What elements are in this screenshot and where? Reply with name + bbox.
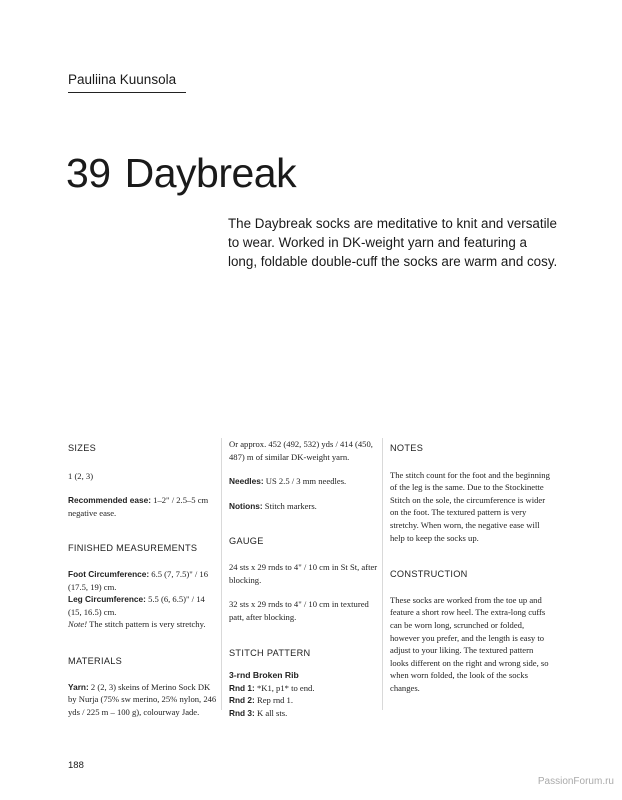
leg-label: Leg Circumference: bbox=[68, 594, 146, 605]
yarn-alternative: Or approx. 452 (492, 532) yds / 414 (450, 487) m of similar DK-weight yarn. bbox=[229, 439, 373, 462]
construction-text: These socks are worked from the toe up and feature a short row heel. The extra-long cuffs can be worn long, scrunched or folded, however you prefer, and the length is easy to adjust to your liking. The textured pattern looks different on the right and wrong side, so when worn folded, the look of the socks changes. bbox=[390, 594, 549, 693]
column-divider-1 bbox=[221, 438, 222, 710]
ease-label: Recommended ease: bbox=[68, 495, 152, 506]
author-underline bbox=[68, 92, 186, 93]
rnd3-label: Rnd 3: bbox=[229, 707, 255, 718]
yarn-text: 2 (2, 3) skeins of Merino Sock DK by Nurja (75% sw merino, 25% nylon, 246 yds / 225 m – 100 g), colourway Jade. bbox=[68, 681, 217, 717]
yarn-info bbox=[68, 681, 218, 719]
author-name: Pauliina Kuunsola bbox=[68, 72, 177, 87]
rnd2-label: Rnd 2: bbox=[229, 695, 255, 706]
notions-text: Stitch markers. bbox=[262, 500, 317, 511]
note-text: The stitch pattern is very stretchy. bbox=[87, 619, 206, 630]
notes-heading: NOTES bbox=[390, 443, 424, 453]
rnd1-label: Rnd 1: bbox=[229, 682, 255, 693]
gauge-stockinette: 24 sts x 29 rnds to 4" / 10 cm in St St, after blocking. bbox=[229, 561, 378, 585]
stitch-pattern-name: 3-rnd Broken Rib bbox=[229, 669, 299, 680]
yarn-label: Yarn: bbox=[68, 681, 89, 692]
gauge-textured: 32 sts x 29 rnds to 4" / 10 cm in textured patt, after blocking. bbox=[229, 599, 369, 622]
notions-info bbox=[229, 500, 379, 513]
stitch-rnd-1 bbox=[229, 682, 379, 695]
rnd3-text: K all sts. bbox=[254, 707, 288, 718]
needles-text: US 2.5 / 3 mm needles. bbox=[263, 476, 347, 487]
intro-paragraph: The Daybreak socks are meditative to knit and versatile to wear. Worked in DK-weight yarn and featuring a long, foldable double-cuff the socks are warm and cosy. bbox=[228, 216, 558, 269]
pattern-title bbox=[66, 150, 296, 197]
stitch-pattern-heading: STITCH PATTERN bbox=[229, 648, 311, 659]
notions-label: Notions: bbox=[229, 500, 263, 511]
needles-label: Needles: bbox=[229, 476, 264, 487]
stretch-note bbox=[68, 618, 218, 631]
rnd1-text: *K1, p1* to end. bbox=[254, 682, 315, 693]
sizes-heading: SIZES bbox=[68, 443, 97, 453]
note-label: Note! bbox=[68, 619, 88, 630]
foot-label: Foot Circumference: bbox=[68, 568, 150, 579]
column-3 bbox=[390, 442, 550, 695]
sizes-values: 1 (2, 3) bbox=[68, 470, 94, 481]
leg-circumference bbox=[68, 593, 218, 618]
rnd2-text: Rep rnd 1. bbox=[254, 695, 294, 706]
pattern-name: Daybreak bbox=[124, 150, 297, 196]
column-2 bbox=[229, 438, 379, 719]
column-1 bbox=[68, 442, 218, 718]
pattern-number: 39 bbox=[66, 150, 111, 196]
stitch-rnd-2 bbox=[229, 694, 379, 707]
column-divider-2 bbox=[382, 438, 383, 710]
finished-heading: FINISHED MEASUREMENTS bbox=[68, 543, 198, 554]
stitch-rnd-3 bbox=[229, 707, 379, 720]
foot-text: 6.5 (7, 7.5)" / 16 (17.5, 19) cm. bbox=[68, 568, 209, 592]
ease-text: 1–2" / 2.5–5 cm negative ease. bbox=[68, 495, 209, 518]
page-number: 188 bbox=[68, 760, 84, 771]
gauge-heading: GAUGE bbox=[229, 536, 264, 547]
foot-circumference bbox=[68, 568, 218, 593]
needles-info bbox=[229, 475, 379, 488]
construction-heading: CONSTRUCTION bbox=[390, 569, 468, 580]
materials-heading: MATERIALS bbox=[68, 655, 123, 666]
leg-text: 5.5 (6, 6.5)" / 14 (15, 16.5) cm. bbox=[68, 594, 205, 617]
notes-text: The stitch count for the foot and the beginning of the leg is the same. Due to the Stockinette Stitch on the sole, the circumference is wider on the foot. The textured pattern is very stretchy. When worn, the negative ease will help to keep the socks up. bbox=[390, 469, 550, 543]
recommended-ease bbox=[68, 494, 218, 519]
watermark: PassionForum.ru bbox=[537, 776, 614, 787]
